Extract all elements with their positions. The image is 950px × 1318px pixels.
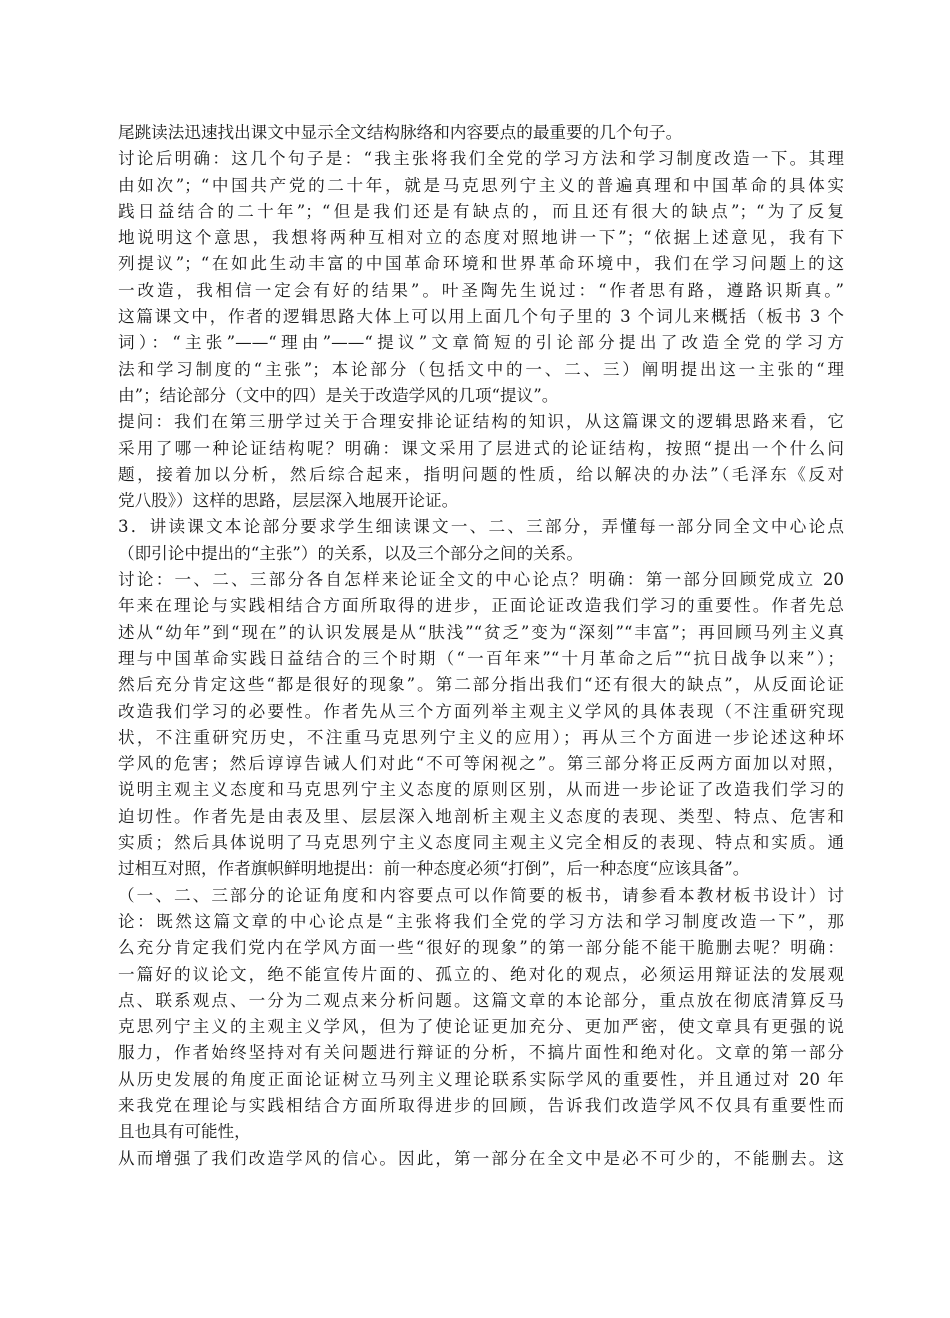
text-line: 理与中国革命实践日益结合的三个时期（“一百年来”“十月革命之后”“抗日战争以来”）；: [118, 648, 844, 668]
text-line: 实质；然后具体说明了马克思列宁主义态度同主观主义完全相反的表现、特点和实质。通: [118, 833, 844, 853]
text-line: 法和学习制度的“主张”；本论部分（包括文中的一、二、三）阐明提出这一主张的“理: [118, 359, 844, 379]
text-line: 克思列宁主义的主观主义学风，但为了使论证更加充分、更加严密，使文章具有更强的说: [118, 1017, 844, 1037]
text-line: 从历史发展的角度正面论证树立马列主义理论联系实际学风的重要性，并且通过对 20 年: [118, 1069, 844, 1089]
document-body: [118, 120, 844, 1172]
text-line: 一改造，我相信一定会有好的结果”。叶圣陶先生说过：“作者思有路，遵路识斯真。”: [118, 280, 844, 300]
text-line: 年来在理论与实践相结合方面所取得的进步，正面论证改造我们学习的重要性。作者先总: [118, 596, 844, 616]
text-line: 题，接着加以分析，然后综合起来，指明问题的性质，给以解决的办法”（毛泽东《反对: [118, 464, 844, 484]
text-line: 来我党在理论与实践相结合方面所取得进步的回顾，告诉我们改造学风不仅具有重要性而: [118, 1095, 844, 1115]
text-line: 从而增强了我们改造学风的信心。因此，第一部分在全文中是必不可少的，不能删去。这: [118, 1148, 844, 1168]
text-line: 一篇好的议论文，绝不能宣传片面的、孤立的、绝对化的观点，必须运用辩证法的发展观: [118, 964, 844, 984]
text-line: 过相互对照，作者旗帜鲜明地提出：前一种态度必须“打倒”，后一种态度“应该具备”。: [118, 859, 750, 879]
text-line: 践日益结合的二十年”；“但是我们还是有缺点的，而且还有很大的缺点”；“为了反复: [118, 201, 844, 221]
text-line: 改造我们学习的必要性。作者先从三个方面列举主观主义学风的具体表现（不注重研究现: [118, 701, 844, 721]
text-line: 么充分肯定我们党内在学风方面一些“很好的现象”的第一部分能不能干脆删去呢？明确：: [118, 938, 844, 958]
text-line: 服力，作者始终坚持对有关问题进行辩证的分析，不搞片面性和绝对化。文章的第一部分: [118, 1043, 844, 1063]
text-line: 词）：“主张”——“理由”——“提议”文章简短的引论部分提出了改造全党的学习方: [118, 333, 844, 353]
text-line: 讨论后明确：这几个句子是：“我主张将我们全党的学习方法和学习制度改造一下。其理: [118, 149, 844, 169]
text-line: 由”；结论部分（文中的四）是关于改造学风的几项“提议”。: [118, 385, 559, 405]
text-line: 尾跳读法迅速找出课文中显示全文结构脉络和内容要点的最重要的几个句子。: [118, 123, 683, 142]
text-line: 迫切性。作者先是由表及里、层层深入地剖析主观主义态度的表现、类型、特点、危害和: [118, 806, 844, 826]
text-line: 说明主观主义态度和马克思列宁主义态度的原则区别，从而进一步论证了改造我们学习的: [118, 780, 844, 800]
text-line: 然后充分肯定这些“都是很好的现象”。第二部分指出我们“还有很大的缺点”，从反面论证: [118, 675, 844, 695]
text-line: 学风的危害；然后谆谆告诫人们对此“不可等闲视之”。第三部分将正反两方面加以对照，: [118, 754, 844, 774]
text-line: 党八股》）这样的思路，层层深入地展开论证。: [118, 491, 459, 511]
text-line: 点、联系观点、一分为二观点来分析问题。这篇文章的本论部分，重点放在彻底清算反马: [118, 990, 844, 1010]
text-line: （即引论中提出的“主张”）的关系，以及三个部分之间的关系。: [118, 543, 583, 563]
text-line: （一、二、三部分的论证角度和内容要点可以作简要的板书，请参看本教材板书设计）讨: [118, 885, 844, 905]
text-line: 采用了哪一种论证结构呢？明确：课文采用了层进式的论证结构，按照“提出一个什么问: [118, 438, 844, 458]
text-line: 且也具有可能性，: [118, 1122, 251, 1142]
text-line: 3．讲读课文本论部分要求学生细读课文一、二、三部分，弄懂每一部分同全文中心论点: [118, 517, 844, 537]
text-line: 述从“幼年”到“现在”的认识发展是从“肤浅”“贫乏”变为“深刻”“丰富”；再回顾马列主义真: [118, 622, 844, 642]
text-line: 状，不注重研究历史，不注重马克思列宁主义的应用）；再从三个方面进一步论述这种坏: [118, 727, 844, 747]
text-line: 论：既然这篇文章的中心论点是“主张将我们全党的学习方法和学习制度改造一下”，那: [118, 911, 844, 931]
text-line: 这篇课文中，作者的逻辑思路大体上可以用上面几个句子里的 3 个词儿来概括（板书 3 个: [118, 307, 844, 327]
text-line: 地说明这个意思，我想将两种互相对立的态度对照地讲一下”；“依据上述意见，我有下: [118, 228, 844, 248]
text-line: 提问：我们在第三册学过关于合理安排论证结构的知识，从这篇课文的逻辑思路来看，它: [118, 412, 844, 432]
text-line: 列提议”；“在如此生动丰富的中国革命环境和世界革命环境中，我们在学习问题上的这: [118, 254, 844, 274]
text-line: 由如次”；“中国共产党的二十年，就是马克思列宁主义的普遍真理和中国革命的具体实: [118, 175, 844, 195]
text-line: 讨论：一、二、三部分各自怎样来论证全文的中心论点？明确：第一部分回顾党成立 20: [118, 570, 844, 590]
